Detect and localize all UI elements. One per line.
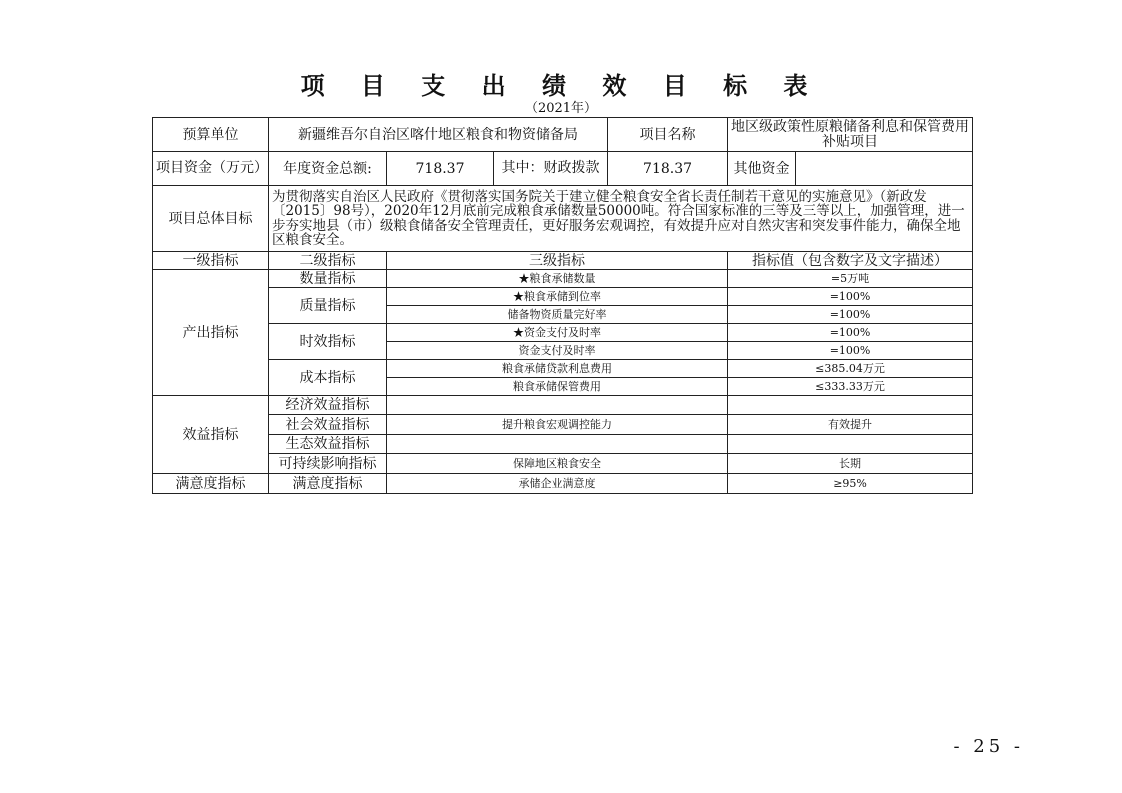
document-year: （2021年） [524, 101, 598, 116]
output-label: 产出指标 [153, 270, 269, 396]
funds-row [153, 152, 973, 186]
indicator-name [387, 396, 728, 415]
quality-label: 质量指标 [269, 288, 387, 324]
economic-label: 经济效益指标 [269, 396, 387, 415]
value-header: 指标值（包含数字及文字描述） [728, 252, 973, 270]
indicator-name: 保障地区粮食安全 [387, 454, 728, 474]
indicator-name: ★资金支付及时率 [387, 324, 728, 342]
table-row [153, 435, 973, 454]
indicator-value: ≤333.33万元 [728, 378, 973, 396]
indicator-value: 有效提升 [728, 415, 973, 435]
table-row [153, 454, 973, 474]
level2-header: 二级指标 [269, 252, 387, 270]
table-row [153, 324, 973, 342]
indicator-name: 资金支付及时率 [387, 342, 728, 360]
indicator-name: 粮食承储贷款利息费用 [387, 360, 728, 378]
indicator-name: 粮食承储保管费用 [387, 378, 728, 396]
table-row [153, 270, 973, 288]
level1-header: 一级指标 [153, 252, 269, 270]
other-funds-value [796, 152, 973, 186]
satisfaction-label: 满意度指标 [153, 474, 269, 494]
indicator-value [728, 396, 973, 415]
goal-row [153, 186, 973, 252]
header-row [153, 118, 973, 152]
table-row [153, 415, 973, 435]
total-funds-value: 718.37 [387, 152, 494, 186]
project-name-value: 地区级政策性原粮储备利息和保管费用补贴项目 [728, 118, 973, 152]
table-row [153, 288, 973, 306]
unit-value: 新疆维吾尔自治区喀什地区粮食和物资储备局 [269, 118, 608, 152]
fiscal-funds-label: 其中：财政拨款 [494, 152, 608, 186]
level3-header: 三级指标 [387, 252, 728, 270]
ecological-label: 生态效益指标 [269, 435, 387, 454]
benefit-label: 效益指标 [153, 396, 269, 474]
goal-text: 为贯彻落实自治区人民政府《贯彻落实国务院关于建立健全粮食安全省长责任制若干意见的实施意见》（新政发〔2015〕98号），2020年12月底前完成粮食承储数量50000吨。符合国家标准的三等及三等以上，加强管理，进一步夯实地县（市）级粮食储备安全管理责任，更好服务宏观调控，有效提升应对自然灾害和突发事件能力，确保全地区粮食安全。 [269, 186, 973, 252]
table-row [153, 360, 973, 378]
social-label: 社会效益指标 [269, 415, 387, 435]
satisfaction-sub-label: 满意度指标 [269, 474, 387, 494]
indicator-name: 储备物资质量完好率 [387, 306, 728, 324]
indicator-value: =100% [728, 324, 973, 342]
quantity-label: 数量指标 [269, 270, 387, 288]
table-row [153, 474, 973, 494]
document-title: 项 目 支 出 绩 效 目 标 表 [300, 72, 822, 100]
column-header-row [153, 252, 973, 270]
cost-label: 成本指标 [269, 360, 387, 396]
total-funds-label: 年度资金总额: [269, 152, 387, 186]
indicator-value: =100% [728, 288, 973, 306]
indicator-value [728, 435, 973, 454]
project-name-label: 项目名称 [608, 118, 728, 152]
indicator-name [387, 435, 728, 454]
timeliness-label: 时效指标 [269, 324, 387, 360]
unit-label: 预算单位 [153, 118, 269, 152]
other-funds-label: 其他资金 [728, 152, 796, 186]
goal-label: 项目总体目标 [153, 186, 269, 252]
indicator-name: 提升粮食宏观调控能力 [387, 415, 728, 435]
indicator-value: =5万吨 [728, 270, 973, 288]
sustainable-label: 可持续影响指标 [269, 454, 387, 474]
indicator-name: ★粮食承储数量 [387, 270, 728, 288]
table-row [153, 396, 973, 415]
indicator-value: =100% [728, 306, 973, 324]
indicator-value: =100% [728, 342, 973, 360]
indicator-name: 承储企业满意度 [387, 474, 728, 494]
performance-table [152, 117, 973, 494]
fiscal-funds-value: 718.37 [608, 152, 728, 186]
indicator-value: ≤385.04万元 [728, 360, 973, 378]
page-number: - 25 - [953, 736, 1024, 757]
indicator-name: ★粮食承储到位率 [387, 288, 728, 306]
funds-label: 项目资金（万元） [153, 152, 269, 186]
indicator-value: 长期 [728, 454, 973, 474]
indicator-value: ≥95% [728, 474, 973, 494]
